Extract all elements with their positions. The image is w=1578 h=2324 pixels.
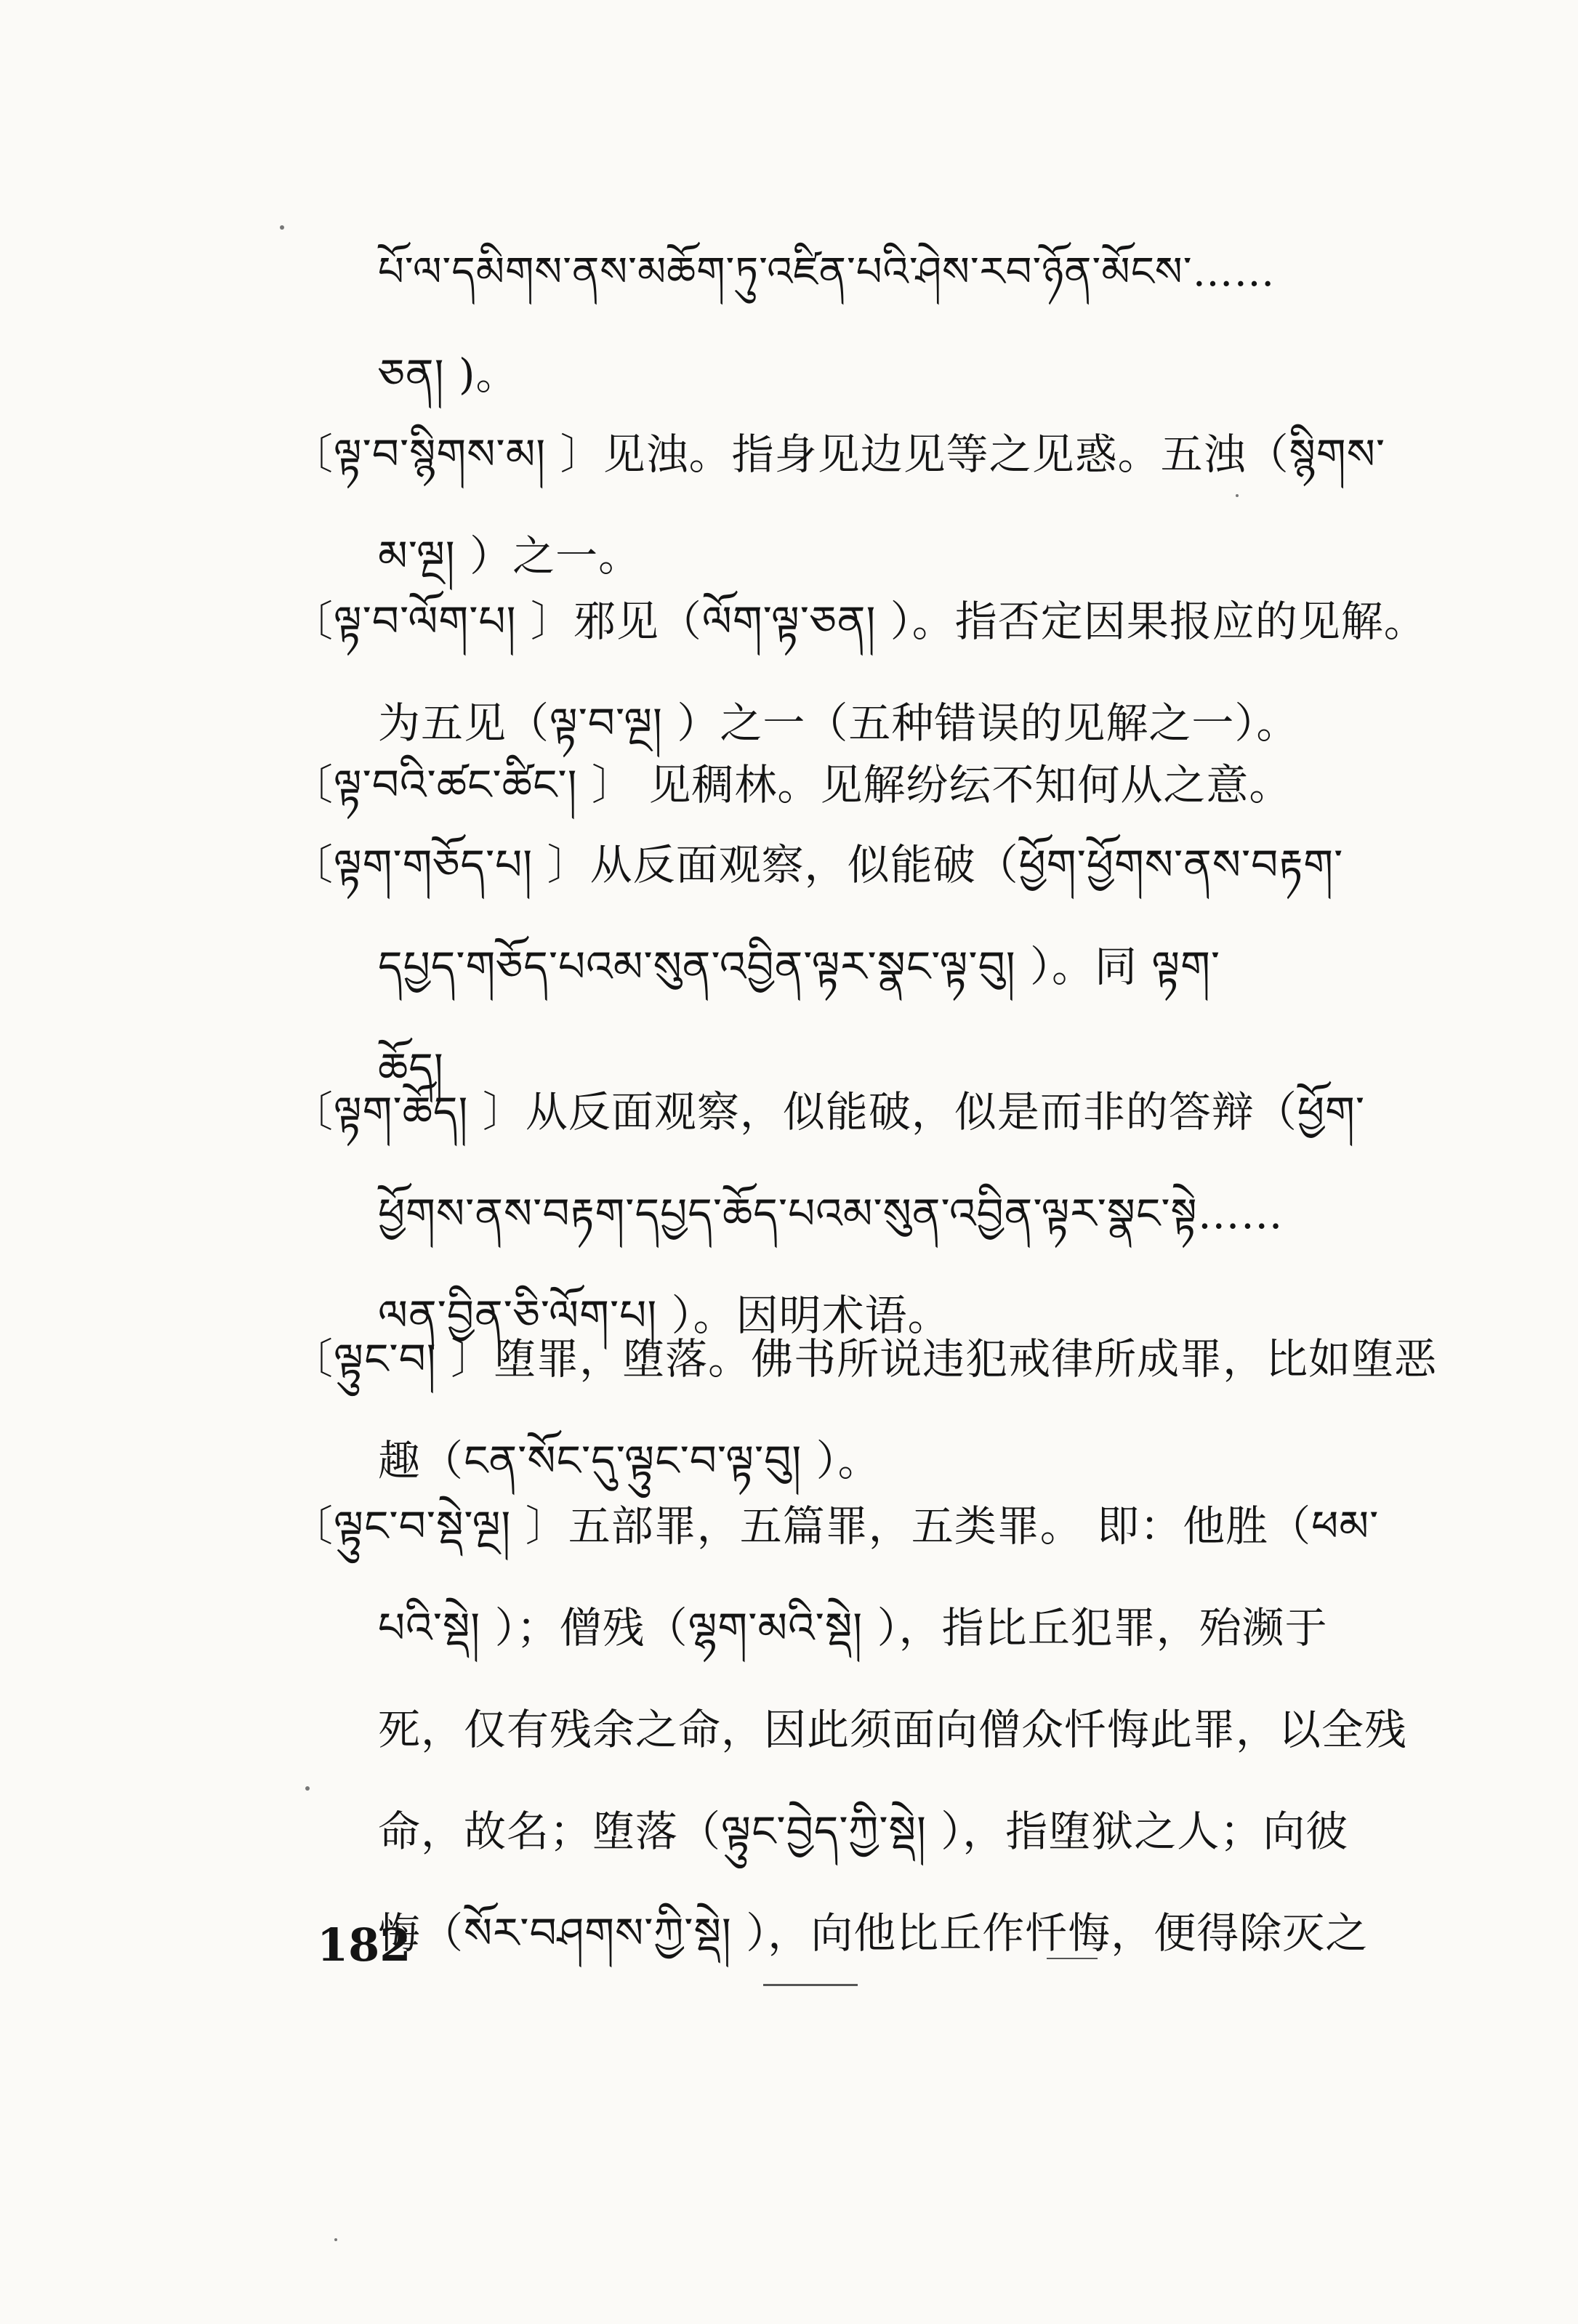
scan-mark <box>1047 1958 1098 1959</box>
entry-text: ཕྱོགས་ནས་བརྟག་དཔྱད་ཆོད་པའམ་སུན་འབྱིན་ལྟར་སྣང་སྟེ…… <box>378 1189 1284 1238</box>
entry-text: 命，故名；堕落（ལྟུང་བྱེད་ཀྱི་སྡེ། ），指堕狱之人；向彼 <box>378 1807 1349 1856</box>
entry-text: 〔ལྟུང་བ་སྡེ་ལྔ། 〕五部罪，五篇罪，五类罪。 即：他胜（ཕམ་ <box>291 1501 1380 1551</box>
entry-text: 为五见（ལྟ་བ་ལྔ། ）之一（五种错误的见解之一）。 <box>378 698 1300 748</box>
entry-line <box>291 1882 1381 1984</box>
entry-text: པའི་སྡེ། ）；僧残（ལྷག་མའི་སྡེ། ），指比丘犯罪，殆濒于 <box>378 1603 1328 1653</box>
entry-line <box>291 1163 1381 1264</box>
entry-text: 〔ལྟུང་བ། 〕堕罪，堕落。佛书所说违犯戒律所成罪，比如堕恶 <box>291 1334 1438 1384</box>
entry-line <box>291 222 1381 323</box>
entry-headline <box>291 1475 1381 1577</box>
entry-text: ཅན། )。 <box>378 350 519 399</box>
entry-text: ལན་བྱིན་ཅི་ལོག་པ། ）。因明术语。 <box>378 1291 951 1340</box>
scan-speck <box>334 2238 337 2241</box>
dictionary-entry <box>291 1475 1408 1984</box>
dictionary-entry <box>291 222 1381 425</box>
entry-line <box>291 1679 1408 1780</box>
page-number: 182 <box>317 1918 411 1972</box>
entry-text: 〔ལྟ་བའི་ཚང་ཚིང་། 〕 见稠林。见解纷纭不知何从之意。 <box>291 760 1292 810</box>
entry-text: པོ་ལ་དམིགས་ནས་མཆོག་ཏུ་འཛིན་པའི་ཤེས་རབ་ཉོན་མོངས་…… <box>378 249 1276 296</box>
entry-line <box>291 1577 1381 1679</box>
entry-text: མ་ལྔ། ）之一。 <box>378 531 642 581</box>
entry-text: 死，仅有残余之命，因此须面向僧众忏悔此罪，以全残 <box>378 1705 1408 1754</box>
entry-text: 〔ལྟག་ཆོད། 〕从反面观察，似能破，似是而非的答辩（ཕྱོག་ <box>291 1087 1366 1137</box>
entry-text: 〔ལྟ་བ་ལོག་པ། 〕邪见（ལོག་ལྟ་ཅན། ）。指否定因果报应的见解。 <box>291 597 1427 646</box>
entry-headline <box>291 403 1386 505</box>
entry-headline <box>291 1308 1438 1410</box>
scan-speck <box>280 225 284 230</box>
entry-text: 〔ལྟག་གཅོད་པ། 〕从反面观察，似能破（ཕྱོག་ཕྱོགས་ནས་བརྟག་ <box>291 840 1344 889</box>
entry-text: 趣（ངན་སོང་དུ་ལྟུང་བ་ལྟ་བུ། ）。 <box>378 1436 881 1485</box>
entry-headline <box>291 814 1381 916</box>
entry-text: 悔（སོར་བཤགས་ཀྱི་སྡེ། ），向他比丘作忏悔，便得除灭之 <box>378 1908 1369 1958</box>
entry-headline <box>291 1061 1381 1163</box>
scan-mark <box>763 1984 858 1986</box>
entry-line <box>291 916 1381 1017</box>
entry-headline <box>291 570 1427 672</box>
scan-speck <box>305 1786 310 1791</box>
scan-speck <box>1236 494 1239 497</box>
entry-text: 〔ལྟ་བ་སྙིགས་མ། 〕见浊。指身见边见等之见惑。五浊（སྙིགས་ <box>291 429 1386 479</box>
entry-text: དཔྱད་གཅོད་པའམ་སུན་འབྱིན་ལྟར་སྣང་ལྟ་བུ། ）。同 ལྟག་ <box>378 942 1221 991</box>
entry-line <box>291 1780 1381 1882</box>
entry-text: ཆོད། <box>378 1044 444 1093</box>
